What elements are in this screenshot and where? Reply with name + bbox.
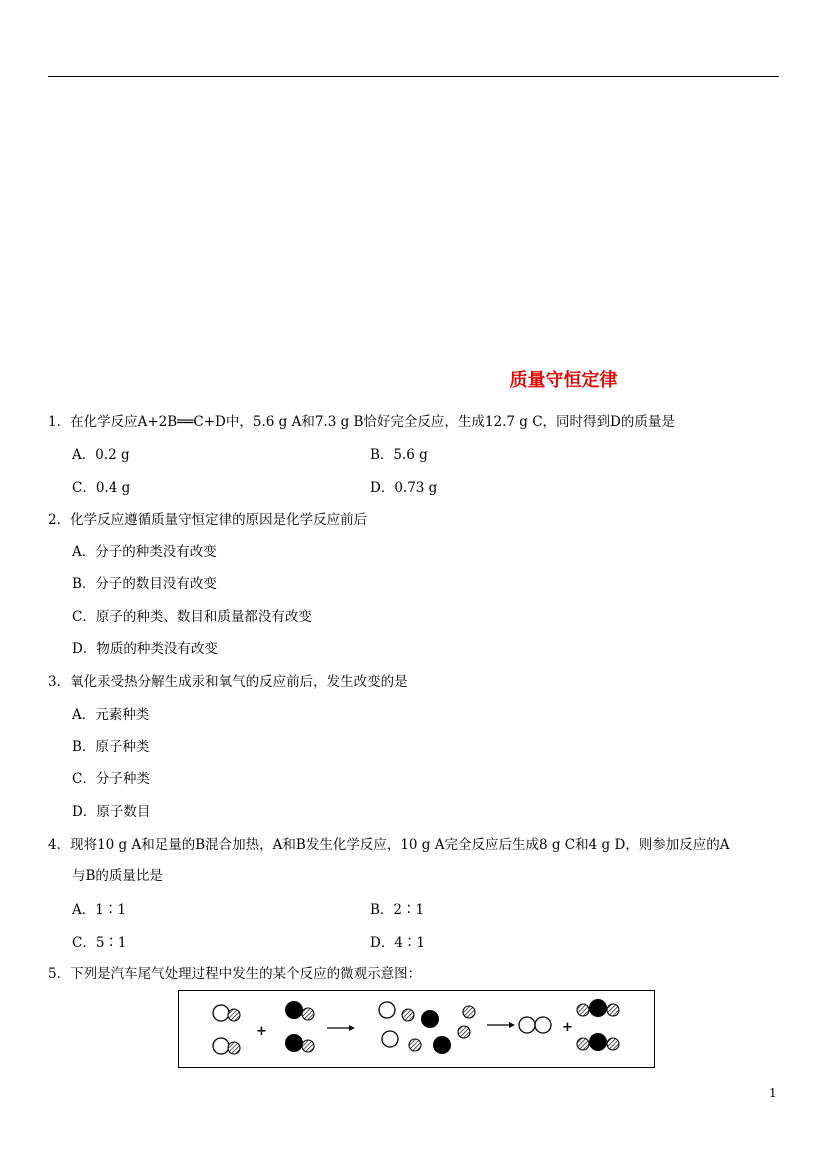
question-3-option-d: D．原子数目 bbox=[72, 804, 151, 820]
question-4-option-d: D．4∶1 bbox=[370, 935, 426, 951]
molecule-black-hatched-1 bbox=[285, 1001, 314, 1020]
molecule-black-hatched-2 bbox=[285, 1034, 314, 1052]
question-1-stem: 1．在化学反应A+2B══C+D中，5.6 g A和7.3 g B恰好完全反应，生成12.7 g C，同时得到D的质量是 bbox=[48, 414, 675, 430]
molecule-white-hatched-1 bbox=[213, 1005, 240, 1021]
question-1-option-d: D．0.73 g bbox=[370, 480, 438, 496]
question-2-option-a: A．分子的种类没有改变 bbox=[72, 544, 217, 560]
molecule-white-white bbox=[519, 1017, 551, 1033]
reaction-diagram bbox=[178, 990, 655, 1068]
arrow-icon-1 bbox=[327, 1025, 355, 1031]
question-4-option-c: C．5∶1 bbox=[72, 935, 127, 951]
question-3-stem: 3．氧化汞受热分解生成汞和氧气的反应前后，发生改变的是 bbox=[48, 674, 408, 690]
reaction-diagram-svg bbox=[179, 991, 656, 1069]
molecule-hatched-black-hatched-2 bbox=[577, 1033, 619, 1051]
page-title: 质量守恒定律 bbox=[509, 370, 618, 391]
question-5-stem: 5．下列是汽车尾气处理过程中发生的某个反应的微观示意图： bbox=[48, 966, 422, 982]
question-4-stem-line-1: 4．现将10 g A和足量的B混合加热，A和B发生化学反应，10 g A完全反应后生成8 g C和4 g D，则参加反应的A bbox=[48, 837, 730, 853]
question-4-option-a: A．1∶1 bbox=[72, 902, 126, 918]
arrow-icon-2 bbox=[487, 1022, 515, 1028]
separated-atoms bbox=[379, 1002, 475, 1054]
question-2-option-b: B．分子的数目没有改变 bbox=[72, 576, 217, 592]
header-rule bbox=[48, 76, 779, 77]
molecule-white-hatched-2 bbox=[213, 1038, 240, 1054]
plus-sign-2: + bbox=[562, 1020, 573, 1035]
question-3-option-b: B．原子种类 bbox=[72, 739, 150, 755]
question-1-option-c: C．0.4 g bbox=[72, 480, 131, 496]
page-number: 1 bbox=[769, 1086, 777, 1100]
molecule-hatched-black-hatched-1 bbox=[577, 999, 619, 1017]
question-2-option-c: C．原子的种类、数目和质量都没有改变 bbox=[72, 609, 312, 625]
question-3-option-c: C．分子种类 bbox=[72, 771, 150, 787]
question-3-option-a: A．元素种类 bbox=[72, 707, 150, 723]
question-2-option-d: D．物质的种类没有改变 bbox=[72, 641, 218, 657]
question-1-option-b: B．5.6 g bbox=[370, 447, 428, 463]
question-4-option-b: B．2∶1 bbox=[370, 902, 425, 918]
question-1-option-a: A．0.2 g bbox=[72, 447, 130, 463]
question-2-stem: 2．化学反应遵循质量守恒定律的原因是化学反应前后 bbox=[48, 512, 368, 528]
plus-sign-1: + bbox=[256, 1024, 267, 1039]
question-4-stem-line-2: 与B的质量比是 bbox=[72, 868, 163, 884]
